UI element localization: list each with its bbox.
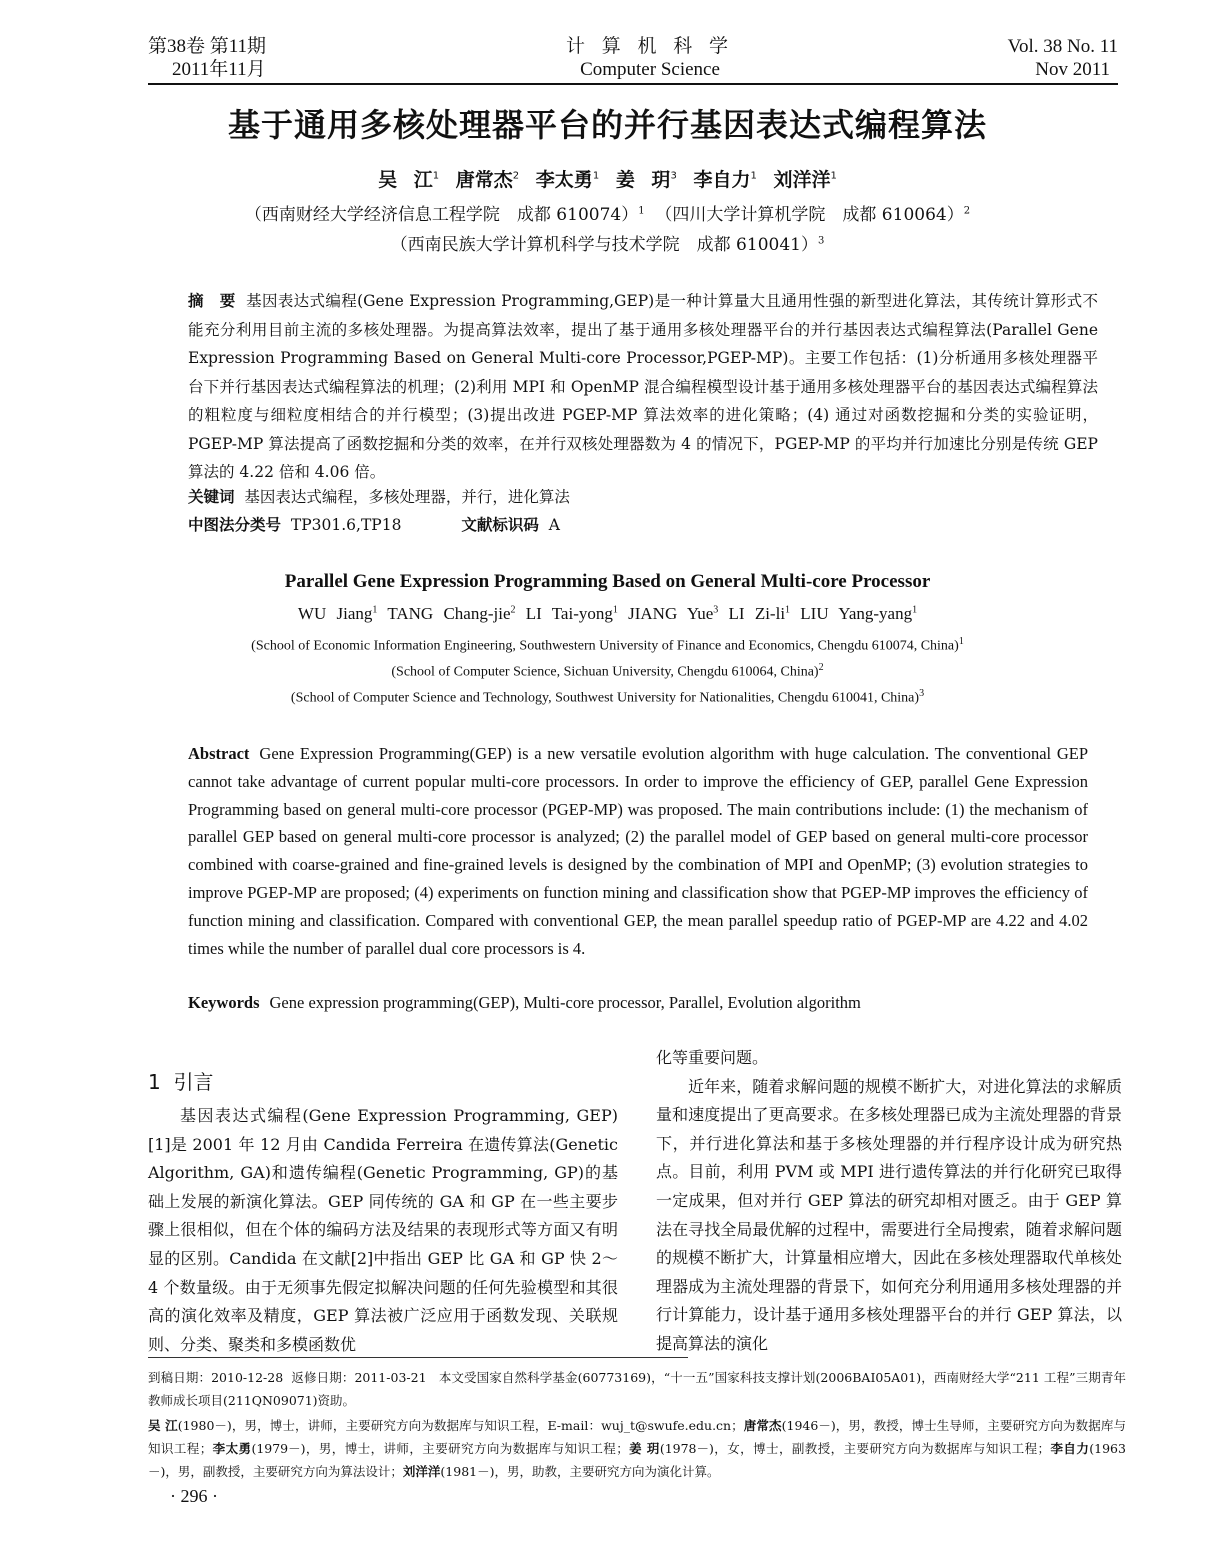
paragraph: 化等重要问题。 [656,1048,769,1067]
abstract-cn-label: 摘 要 [188,292,236,310]
classification [188,513,1098,535]
header-rule [148,83,1118,85]
abstract-en-text: Gene Expression Programming(GEP) is a new versatile evolution algorithm with huge calculation. The conventional GEP cannot take advantage of current popular multi-core processors. In order to improve the efficiency of GEP, parallel Gene Expression Programming based on general multi-core processor (PGEP-MP) was proposed. The main contributions include: (1) the mechanism of parallel GEP based on general multi-core processor is analyzed; (2) the parallel model of GEP based on general multi-core processor combined with coarse-grained and fine-grained levels is designed by the combination of MPI and OpenMP; (3) evolution strategies to improve PGEP-MP are proposed; (4) experiments on function mining and classification show that PGEP-MP improves the efficiency of function mining and classification. Compared with conventional GEP, the mean parallel speedup ratio of PGEP-MP are 4.22 and 4.02 times while the number of parallel dual core processors is 4. [188,744,1088,958]
clc-label: 中图法分类号 [188,516,282,534]
keywords-en-label: Keywords [188,993,260,1012]
footnote-funding: 到稿日期：2010-12-28 返修日期：2011-03-21 本文受国家自然科学基金(60773169)，“十一五”国家科技支撑计划(2006BAI05A01)，西南财经大学“211 工程”三期青年教师成长项目(211QN09071)资助。 [148,1370,1126,1408]
author-cn: 李太勇$^1$ [535,169,600,191]
section-number: 1 [148,1070,161,1094]
author-cn: 唐常杰$^2$ [455,169,520,191]
header-date-en: Nov 2011 [1035,59,1110,80]
author-cn: 刘洋洋$^1$ [773,169,837,191]
paper-title-cn: 基于通用多核处理器平台的并行基因表达式编程算法 [227,106,987,144]
author-en: TANG Chang-jie$^2$ [387,604,516,623]
doc-code-label: 文献标识码 [461,516,539,534]
author-en: LI Tai-yong$^1$ [525,604,618,623]
clc-value: TP301.6,TP18 [290,516,402,534]
affiliation-cn-line2: （西南民族大学计算机科学与技术学院 成都 610041）$^3$ [390,235,825,255]
author-cn: 吴 江$^1$ [378,169,440,191]
keywords-cn-text: 基因表达式编程，多核处理器，并行，进化算法 [244,488,570,506]
section-title: 引言 [173,1070,214,1094]
left-column [148,1102,618,1359]
header-volume-cn: 第38卷 第11期 [148,36,267,57]
affiliation-en-1: (School of Economic Information Engineering, Southwestern University of Finance and Economics, Chengdu 610074, China)$^1$ [251,636,964,654]
right-column [656,1044,1122,1359]
doc-code-value: A [548,516,560,534]
header-journal-en: Computer Science [580,59,720,80]
paragraph: 基因表达式编程(Gene Expression Programming, GEP)[1]是 2001 年 12 月由 Candida Ferreira 在遗传算法(Genetic Algorithm, GA)和遗传编程(Genetic Programming, GP)的基础上发展的新演化算法。GEP 同传统的 GA 和 GP 在一些主要步骤上很相似，但在个体的编码方法及结果的表现形式等方面又有明显的区别。Candida 在文献[2]中指出 GEP 比 GA 和 GP 快 2～4 个数量级。由于无须事先假定拟解决问题的任何先验模型和其很高的演化效率及精度，GEP 算法被广泛应用于函数发现、关联规则、分类、聚类和多模函数优 [148,1106,618,1354]
abstract-en [188,740,1088,962]
abstract-en-label: Abstract [188,744,250,763]
author-en: JIANG Yue$^3$ [628,604,719,623]
keywords-en-text: Gene expression programming(GEP), Multi-core processor, Parallel, Evolution algorithm [269,993,861,1012]
authors-cn [0,165,1215,192]
abstract-cn [188,287,1098,487]
authors-en [0,604,1215,624]
affiliation-en-3: (School of Computer Science and Technology, Southwest University for Nationalities, Chengdu 610041, China)$^3$ [290,688,925,706]
keywords-cn [188,485,1098,507]
affiliation-cn-line1: （西南财经大学经济信息工程学院 成都 610074）$^1$ （四川大学计算机学院 成都 610064）$^2$ [244,205,971,225]
header-volume-en: Vol. 38 No. 11 [1007,36,1118,57]
header-journal-cn: 计 算 机 科 学 [565,36,734,57]
affiliation-en-2: (School of Computer Science, Sichuan University, Chengdu 610064, China)$^2$ [391,662,824,680]
section-heading [148,1066,213,1095]
abstract-cn-text: 基因表达式编程(Gene Expression Programming,GEP)是一种计算量大且通用性强的新型进化算法，其传统计算形式不能充分利用目前主流的多核处理器。为提高算法效率，提出了基于通用多核处理器平台的并行基因表达式编程算法(Parallel Gene Expression Programming Based on General Multi-core Processor,PGEP-MP)。主要工作包括：(1)分析通用多核处理器平台下并行基因表达式编程算法的机理；(2)利用 MPI 和 OpenMP 混合编程模型设计基于通用多核处理器平台的基因表达式编程算法的粗粒度与细粒度相结合的并行模型；(3)提出改进 PGEP-MP 算法效率的进化策略；(4) 通过对函数挖掘和分类的实验证明，PGEP-MP 算法提高了函数挖掘和分类的效率，在并行双核处理器数为 4 的情况下，PGEP-MP 的平均并行加速比分别是传统 GEP 算法的 4.22 倍和 4.06 倍。 [188,292,1098,481]
header-date-cn: 2011年11月 [172,59,266,80]
author-en: LI $Zi-li^1$ [728,604,791,623]
author-en: LIU Yang-yang$^1$ [800,604,918,623]
author-en: WU Jiang$^1$ [297,604,378,623]
author-cn: 李自力$^1$ [693,169,757,191]
page-number: · 296 · [170,1486,218,1506]
paragraph: 近年来，随着求解问题的规模不断扩大，对进化算法的求解质量和速度提出了更高要求。在多核处理器已成为主流处理器的背景下，并行进化算法和基于多核处理器的并行程序设计成为研究热点。目前，利用 PVM 或 MPI 进行遗传算法的并行化研究已取得一定成果，但对并行 GEP 算法的研究却相对匮乏。由于 GEP 算法在寻找全局最优解的过程中，需要进行全局搜索，随着求解问题的规模不断扩大，计算量相应增大，因此在多核处理器取代单核处理器成为主流处理器的背景下，如何充分利用通用多核处理器的并行计算能力，设计基于通用多核处理器平台的并行 GEP 算法，以提高算法的演化 [656,1076,1122,1353]
footnote-rule [148,1357,688,1358]
author-cn: 姜 玥$^3$ [615,169,677,191]
keywords-en [188,993,1088,1013]
keywords-cn-label: 关键词 [188,488,235,506]
footnote-bios: 吴 江(1980－)，男，博士，讲师，主要研究方向为数据库与知识工程，E-mail：wuj_t@swufe.edu.cn；唐常杰(1946－)，男，教授，博士生导师，主要研究方向为数据库与知识工程；李太勇(1979－)，男，博士，讲师，主要研究方向为数据库与知识工程；姜 玥(1978－)，女，博士，副教授，主要研究方向为数据库与知识工程；李自力(1963－)，男，副教授，主要研究方向为算法设计；刘洋洋(1981－)，男，助教，主要研究方向为演化计算。 [148,1418,1126,1479]
paper-title-en: Parallel Gene Expression Programming Based on General Multi-core Processor [284,571,931,592]
